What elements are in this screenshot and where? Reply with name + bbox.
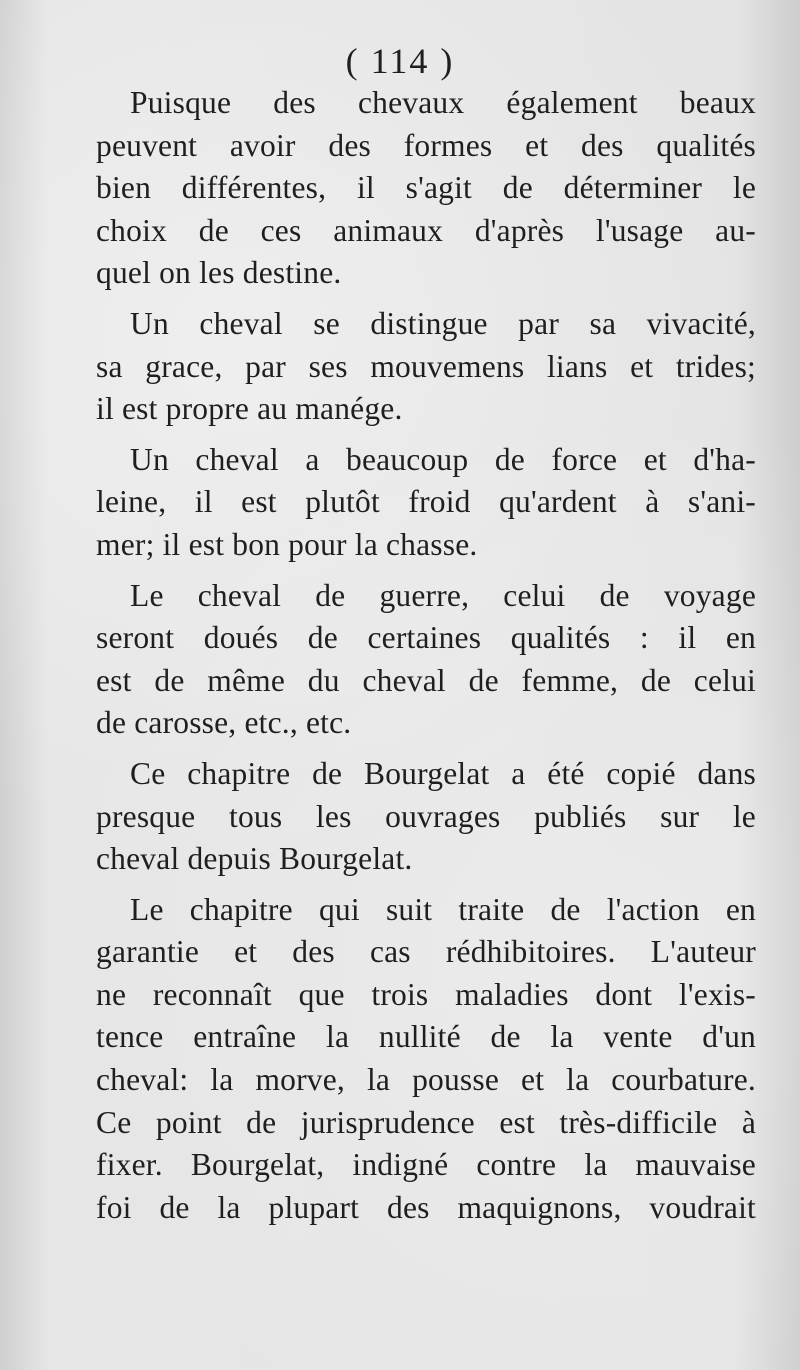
text-line: de carosse, etc., etc. [96, 705, 352, 741]
text-line: ne reconnaît que trois maladies dont l'exis- [96, 976, 756, 1012]
text-line: garantie et des cas rédhibitoires. L'auteur [96, 934, 756, 970]
paragraph-5 [96, 753, 756, 881]
text-line: Puisque des chevaux également beaux [130, 85, 756, 120]
text-line: sa grace, par ses mouvemens lians et trides; [96, 348, 756, 384]
text-line: cheval: la morve, la pousse et la courbature. [96, 1062, 756, 1098]
text-line: il est propre au manége. [96, 391, 403, 427]
text-line: seront doués de certaines qualités : il en [96, 620, 756, 656]
text-line: Un cheval a beaucoup de force et d'ha- [130, 441, 756, 477]
text-line: Un cheval se distingue par sa vivacité, [130, 305, 756, 341]
text-line: cheval depuis Bourgelat. [96, 841, 413, 877]
page-number: ( 114 ) [345, 41, 455, 81]
text-line: bien différentes, il s'agit de déterminer le [96, 170, 756, 206]
text-line: foi de la plupart des maquignons, voudrait [96, 1189, 756, 1225]
text-line: leine, il est plutôt froid qu'ardent à s'ani- [96, 484, 756, 520]
paragraph-4 [96, 575, 756, 745]
text-line: tence entraîne la nullité de la vente d'un [96, 1019, 756, 1055]
text-line: fixer. Bourgelat, indigné contre la mauvaise [96, 1147, 756, 1183]
text-line: est de même du cheval de femme, de celui [96, 662, 756, 698]
text-line: Ce point de jurisprudence est très-difficile à [96, 1104, 756, 1140]
text-line: Le cheval de guerre, celui de voyage [130, 577, 756, 613]
paragraph-6 [96, 889, 756, 1230]
paragraph-3 [96, 439, 756, 567]
text-line: choix de ces animaux d'après l'usage au- [96, 212, 756, 248]
text-line: mer; il est bon pour la chasse. [96, 526, 478, 562]
text-line: Le chapitre qui suit traite de l'action en [130, 891, 756, 927]
text-line: presque tous les ouvrages publiés sur le [96, 798, 756, 834]
paragraph-2 [96, 303, 756, 431]
body-text [96, 82, 756, 1237]
text-line: peuvent avoir des formes et des qualités [96, 127, 756, 163]
text-line: quel on les destine. [96, 255, 342, 291]
paragraph-1 [96, 82, 756, 295]
text-line: Ce chapitre de Bourgelat a été copié dans [130, 755, 756, 791]
